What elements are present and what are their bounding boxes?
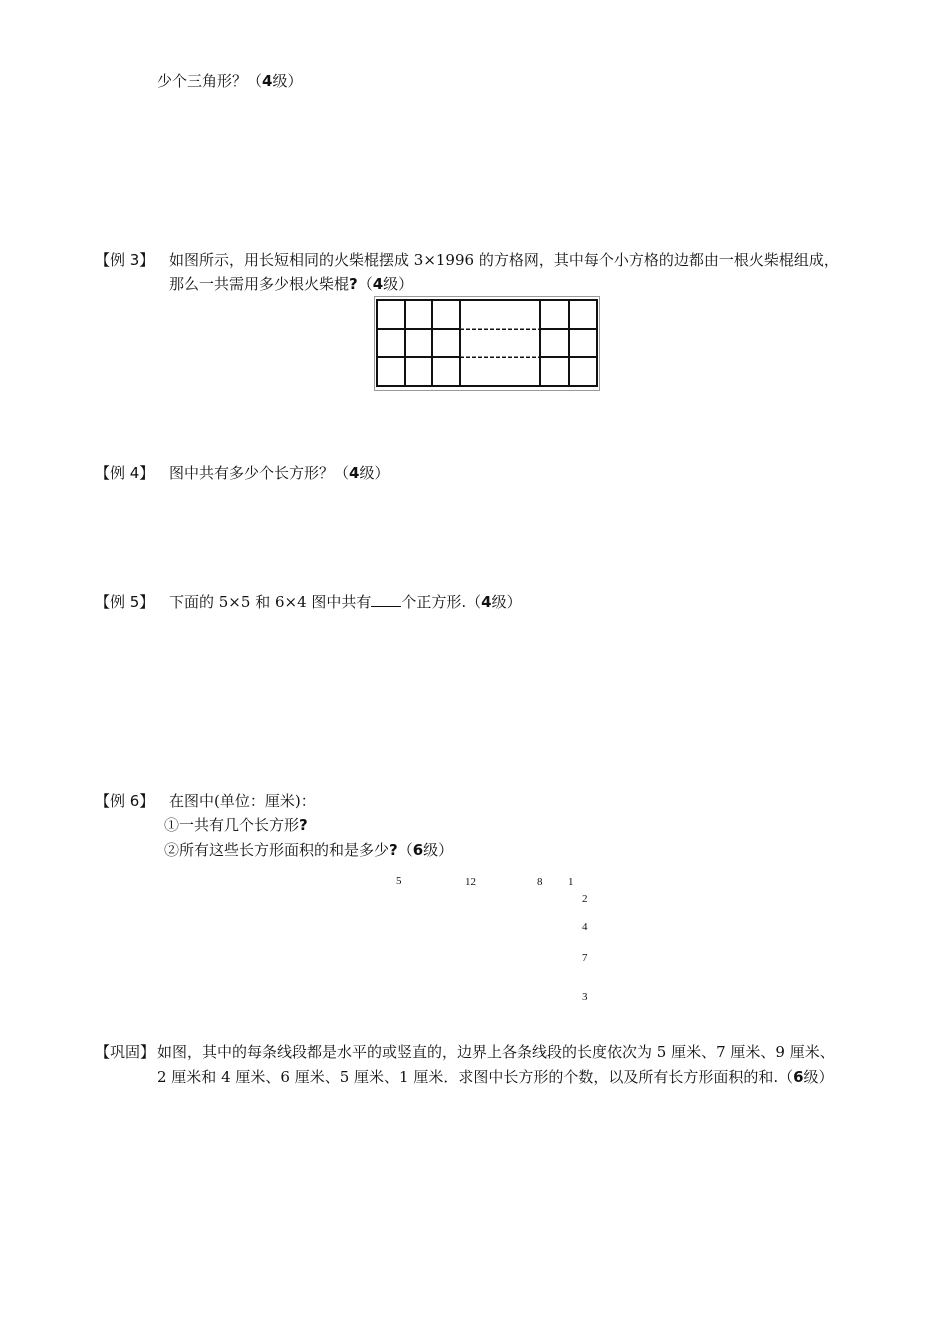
figure-right-length-3: 7: [582, 952, 588, 964]
example-6-text: 在图中(单位：厘米)：: [169, 792, 316, 810]
figure-top-length-4: 1: [568, 876, 574, 888]
figure-top-length-2: 12: [465, 876, 476, 888]
example-6-question-2: ②所有这些长方形面积的和是多少?（6级）: [164, 841, 454, 859]
grid-outline: [377, 300, 597, 386]
consolidate-line-2: 2 厘米和 4 厘米、6 厘米、5 厘米、1 厘米．求图中长方形的个数，以及所有长方形面积的和.（6级）: [157, 1068, 834, 1086]
example-5-text: 下面的 5×5 和 6×4 图中共有 个正方形.（4级）: [169, 593, 522, 611]
example-6-question-1: ①一共有几个长方形?: [164, 816, 308, 834]
level-number: 4: [262, 72, 273, 90]
answer-blank: [371, 594, 401, 607]
figure-frame: [375, 297, 600, 391]
example-3-line-1: 如图所示，用长短相同的火柴棍摆成 3×1996 的方格网，其中每个小方格的边都由一根火柴棍组成，: [169, 251, 839, 269]
figure-top-length-3: 8: [537, 876, 543, 888]
example-4-tag: 【例 4】: [95, 464, 155, 482]
example-6-tag: 【例 6】: [95, 792, 155, 810]
example-3-tag: 【例 3】: [95, 251, 155, 269]
example-3-line-2: 那么一共需用多少根火柴棍?（4级）: [169, 275, 414, 293]
consolidate-tag: 【巩固】: [95, 1043, 156, 1061]
example-5-tag: 【例 5】: [95, 593, 155, 611]
figure-top-length-1: 5: [396, 875, 402, 887]
figure-right-length-4: 3: [582, 991, 588, 1003]
example-4-text: 图中共有多少个长方形？（4级）: [169, 464, 390, 482]
consolidate-line-1: 如图，其中的每条线段都是水平的或竖直的，边界上各条线段的长度依次为 5 厘米、7 厘米、9 厘米、: [157, 1043, 835, 1061]
figure-right-length-1: 2: [582, 893, 588, 905]
matchstick-grid-figure: [374, 296, 600, 391]
figure-right-length-2: 4: [582, 921, 588, 933]
top-continuation-line: 少个三角形？（4级）: [157, 72, 303, 90]
